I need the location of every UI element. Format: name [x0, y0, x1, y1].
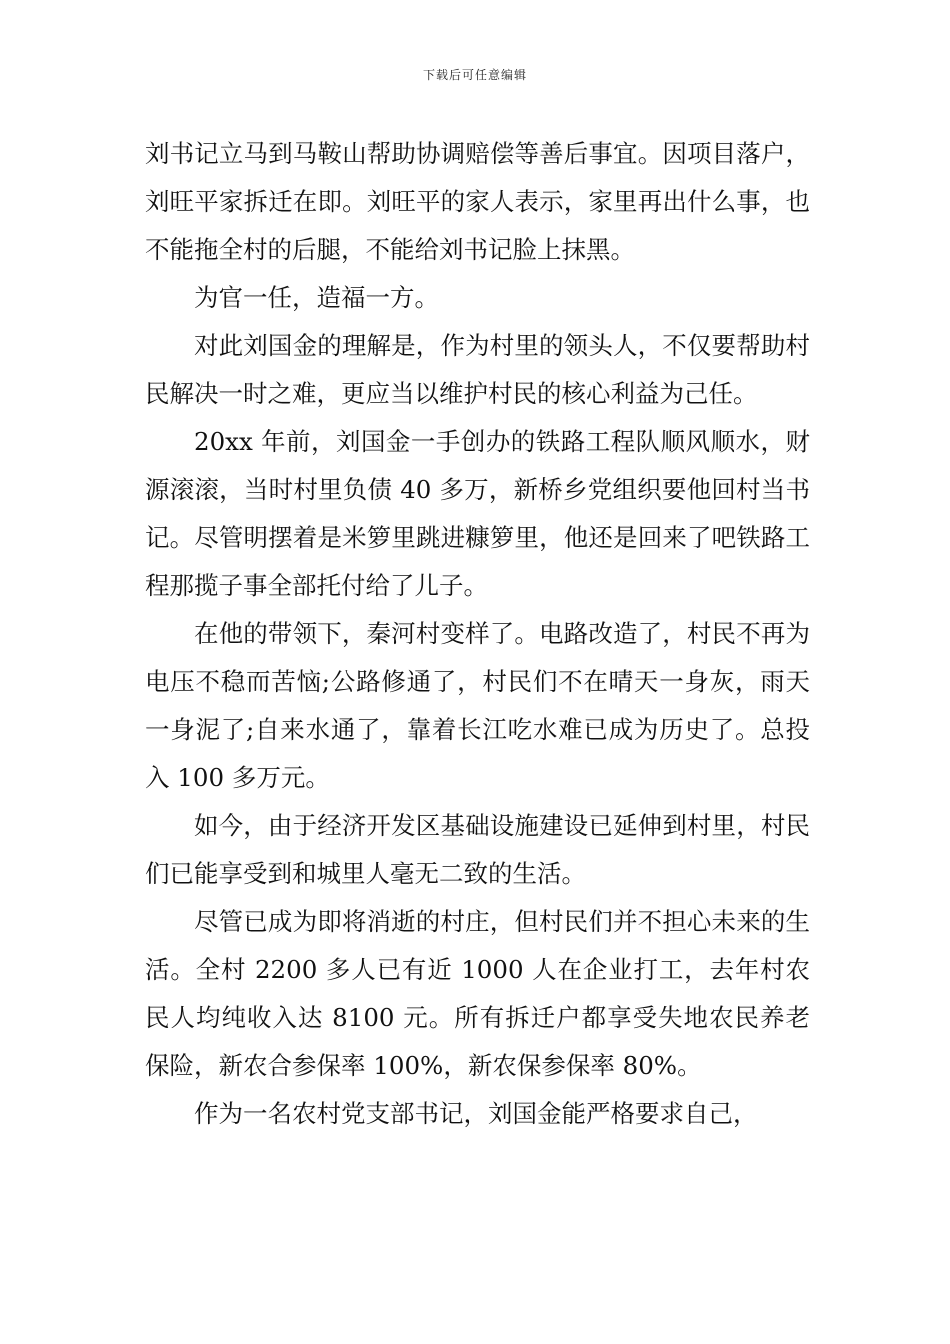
body-text	[145, 130, 810, 1138]
paragraph-1: 刘书记立马到马鞍山帮助协调赔偿等善后事宜。因项目落户，刘旺平家拆迁在即。刘旺平的家人表示，家里再出什么事，也不能拖全村的后腿，不能给刘书记脸上抹黑。	[145, 139, 810, 264]
paragraph-6: 如今，由于经济开发区基础设施建设已延伸到村里，村民们已能享受到和城里人毫无二致的生活。	[145, 811, 810, 888]
page-header-note: 下载后可任意编辑	[422, 68, 527, 82]
paragraph-3: 对此刘国金的理解是，作为村里的领头人，不仅要帮助村民解决一时之难，更应当以维护村民的核心利益为己任。	[145, 331, 810, 408]
paragraph-5: 在他的带领下，秦河村变样了。电路改造了，村民不再为电压不稳而苦恼;公路修通了，村民们不在晴天一身灰，雨天一身泥了;自来水通了，靠着长江吃水难已成为历史了。总投入 100 多万元。	[145, 619, 810, 792]
paragraph-7: 尽管已成为即将消逝的村庄，但村民们并不担心未来的生活。全村 2200 多人已有近 1000 人在企业打工，去年村农民人均纯收入达 8100 元。所有拆迁户都享受失地农民养老保险，新农合参保率 100%，新农保参保率 80%。	[145, 907, 810, 1080]
paragraph-8: 作为一名农村党支部书记，刘国金能严格要求自己，	[194, 1099, 758, 1128]
paragraph-4: 20xx 年前，刘国金一手创办的铁路工程队顺风顺水，财源滚滚，当时村里负债 40 多万，新桥乡党组织要他回村当书记。尽管明摆着是米箩里跳进糠箩里，他还是回来了吧铁路工程那揽子事全部托付给了儿子。	[145, 427, 810, 600]
paragraph-2: 为官一任，造福一方。	[194, 283, 439, 312]
